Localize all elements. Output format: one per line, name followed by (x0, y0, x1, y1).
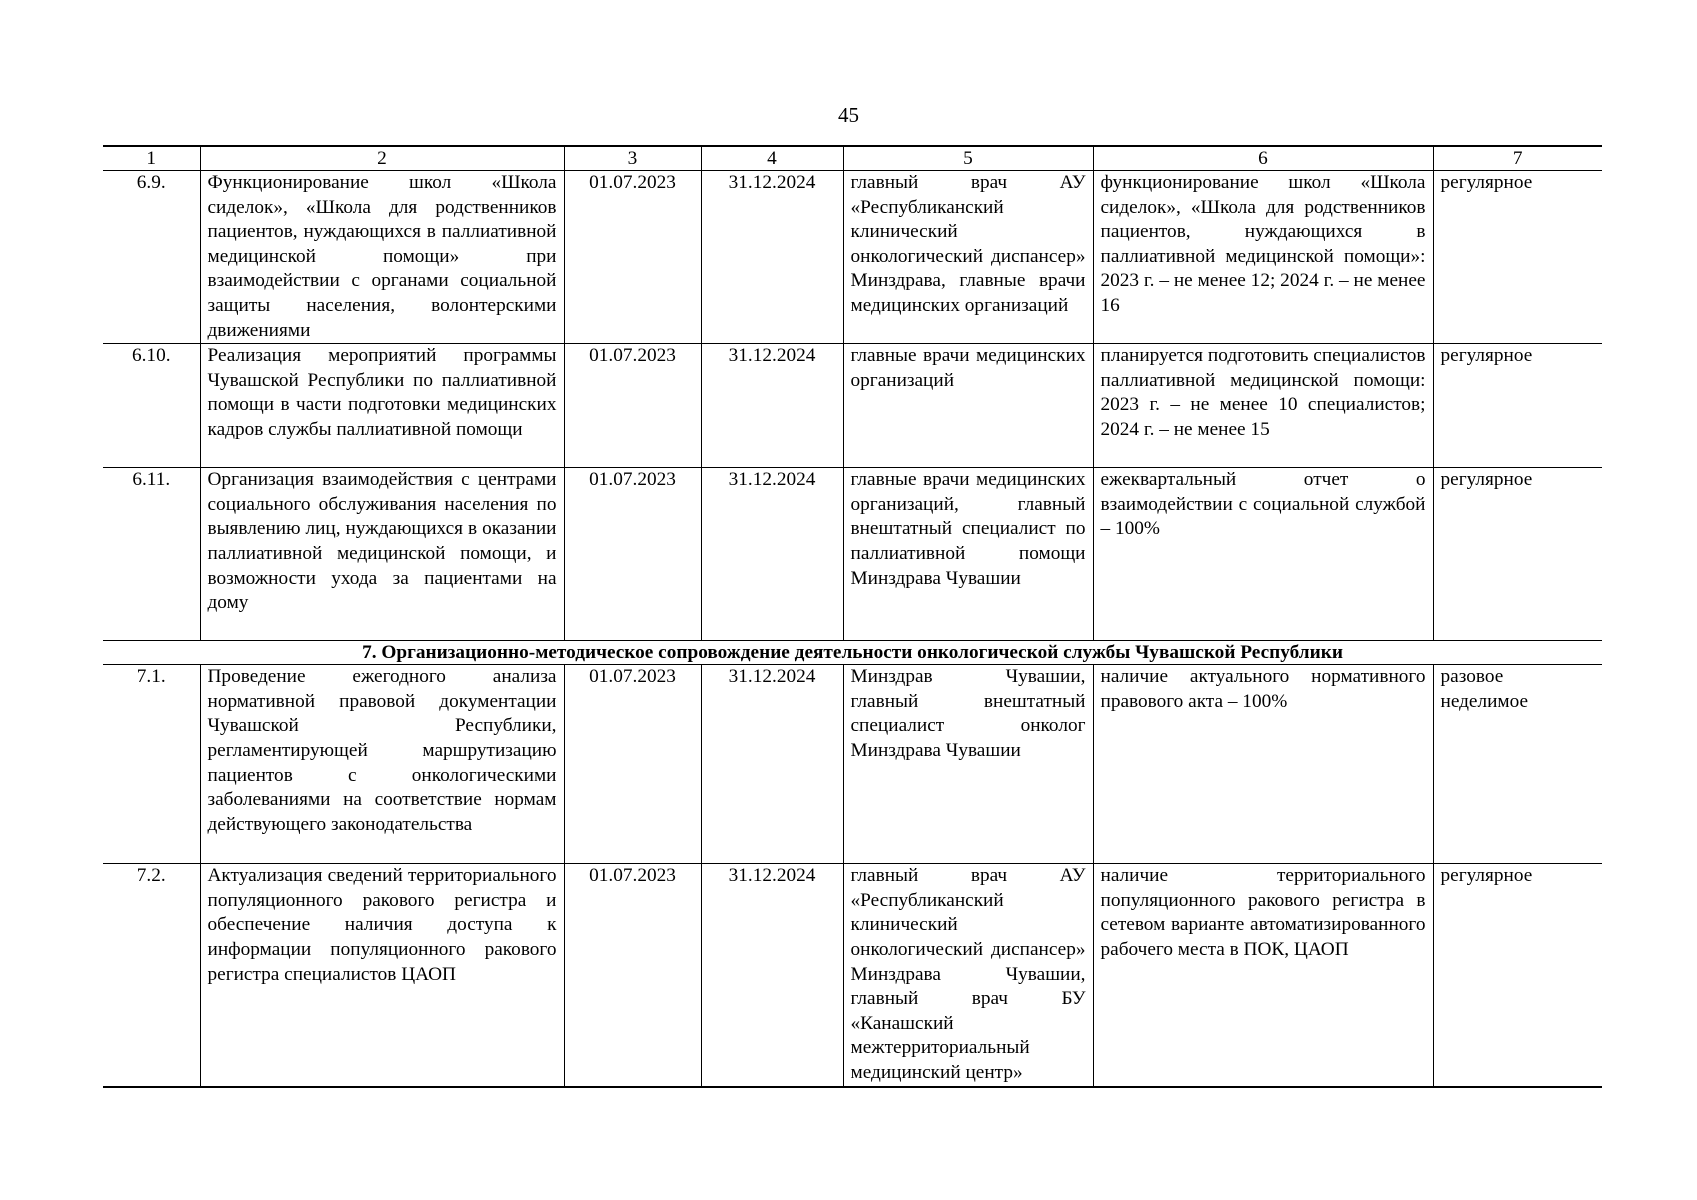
item-description: Реализация мероприятий программы Чувашской Республики по паллиативной помощи в части подготовки медицинских кадров службы паллиативной помощи (200, 344, 564, 468)
end-date: 31.12.2024 (701, 468, 843, 641)
column-number-row (103, 146, 1602, 171)
item-number: 7.2. (103, 864, 200, 1087)
column-number: 4 (701, 146, 843, 171)
end-date: 31.12.2024 (701, 665, 843, 864)
table-row (103, 468, 1602, 641)
column-number: 1 (103, 146, 200, 171)
start-date: 01.07.2023 (564, 171, 701, 344)
item-description: Функционирование школ «Школа сиделок», «Школа для родственников пациентов, нуждающихся в паллиативной медицинской помощи» при взаимодействии с органами социальной защиты населения, волонтерскими движениями (200, 171, 564, 344)
start-date: 01.07.2023 (564, 344, 701, 468)
responsible: главный врач АУ «Республиканский клинический онкологический диспансер» Минздрава Чувашии, главный врач БУ «Канашский межтерриториальный медицинский центр» (843, 864, 1093, 1087)
item-description: Актуализация сведений территориального популяционного ракового регистра и обеспечение наличия доступа к информации популяционного ракового регистра специалистов ЦАОП (200, 864, 564, 1087)
responsible: главный врач АУ «Республиканский клинический онкологический диспансер» Минздрава, главные врачи медицинских организаций (843, 171, 1093, 344)
activity-type: регулярное (1433, 171, 1602, 344)
table-row (103, 171, 1602, 344)
item-number: 6.11. (103, 468, 200, 641)
responsible: главные врачи медицинских организаций, главный внештатный специалист по паллиативной помощи Минздрава Чувашии (843, 468, 1093, 641)
start-date: 01.07.2023 (564, 468, 701, 641)
section-title: 7. Организационно-методическое сопровождение деятельности онкологической службы Чувашской Республики (103, 641, 1602, 665)
expected-result: функционирование школ «Школа сиделок», «Школа для родственников пациентов, нуждающихся в паллиативной медицинской помощи»: 2023 г. – не менее 12; 2024 г. – не менее 16 (1093, 171, 1433, 344)
table-row (103, 344, 1602, 468)
expected-result: планируется подготовить специалистов паллиативной медицинской помощи: 2023 г. – не менее 10 специалистов; 2024 г. – не менее 15 (1093, 344, 1433, 468)
start-date: 01.07.2023 (564, 864, 701, 1087)
item-description: Организация взаимодействия с центрами социального обслуживания населения по выявлению лиц, нуждающихся в оказании паллиативной медицинской помощи, и возможности ухода за пациентами на дому (200, 468, 564, 641)
end-date: 31.12.2024 (701, 171, 843, 344)
start-date: 01.07.2023 (564, 665, 701, 864)
expected-result: наличие территориального популяционного ракового регистра в сетевом варианте автоматизированного рабочего места в ПОК, ЦАОП (1093, 864, 1433, 1087)
table-row (103, 665, 1602, 864)
activity-type: регулярное (1433, 344, 1602, 468)
column-number: 5 (843, 146, 1093, 171)
responsible: главные врачи медицинских организаций (843, 344, 1093, 468)
expected-result: ежеквартальный отчет о взаимодействии с социальной службой – 100% (1093, 468, 1433, 641)
column-number: 3 (564, 146, 701, 171)
activity-type: разовое неделимое (1433, 665, 1602, 864)
end-date: 31.12.2024 (701, 344, 843, 468)
item-number: 6.10. (103, 344, 200, 468)
end-date: 31.12.2024 (701, 864, 843, 1087)
responsible: Минздрав Чувашии, главный внештатный специалист онколог Минздрава Чувашии (843, 665, 1093, 864)
column-number: 7 (1433, 146, 1602, 171)
expected-result: наличие актуального нормативного правового акта – 100% (1093, 665, 1433, 864)
activity-type: регулярное (1433, 468, 1602, 641)
table-row (103, 864, 1602, 1087)
page-number: 45 (838, 103, 859, 127)
item-number: 6.9. (103, 171, 200, 344)
activity-type: регулярное (1433, 864, 1602, 1087)
column-number: 6 (1093, 146, 1433, 171)
item-number: 7.1. (103, 665, 200, 864)
section-heading-row (103, 641, 1602, 665)
column-number: 2 (200, 146, 564, 171)
item-description: Проведение ежегодного анализа нормативной правовой документации Чувашской Республики, регламентирующей маршрутизацию пациентов с онкологическими заболеваниями на соответствие нормам действующего законодательства (200, 665, 564, 864)
plan-table (103, 145, 1602, 1088)
